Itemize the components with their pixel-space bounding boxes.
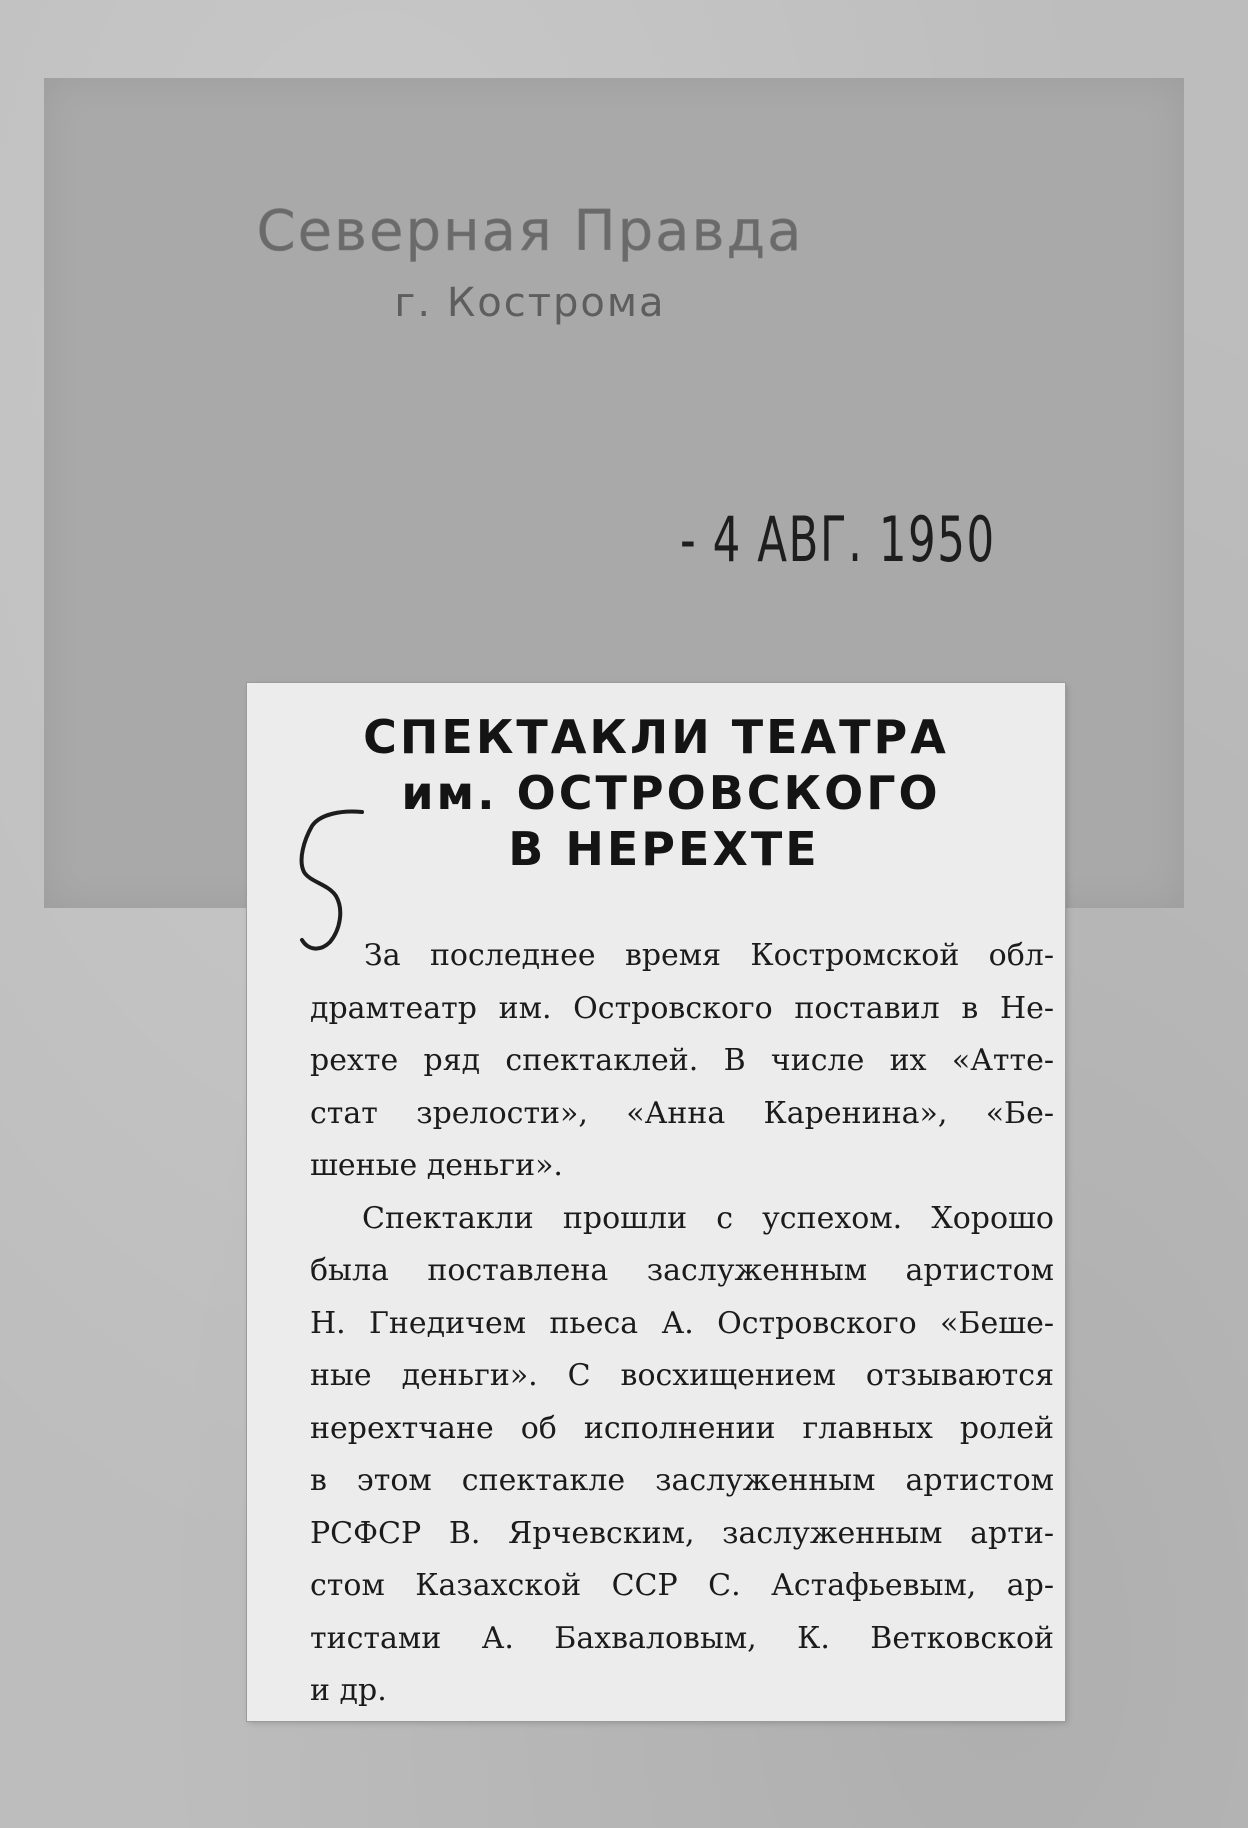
article-text-line: стом Казахской ССР С. Астафьевым, ар-: [310, 1568, 1054, 1603]
date-stamp: - 4 АВГ. 1950: [680, 503, 996, 576]
article-body: [310, 930, 1054, 1718]
article-text-line: драмтеатр им. Островского поставил в Не-: [310, 990, 1054, 1026]
headline-line: им. ОСТРОВСКОГО: [401, 766, 941, 820]
headline-line: СПЕКТАКЛИ ТЕАТРА: [363, 710, 949, 764]
article-text-line: рехте ряд спектаклей. В числе их «Атте-: [310, 1043, 1054, 1078]
newspaper-name: Северная Правда: [256, 199, 804, 264]
article-text-line: Спектакли прошли с успехом. Хорошо: [362, 1200, 1054, 1236]
article-text-line: стат зрелости», «Анна Каренина», «Бе-: [310, 1095, 1054, 1131]
article-text-line: нерехтчане об исполнении главных ролей: [310, 1410, 1054, 1446]
article-text-line: в этом спектакле заслуженным артистом: [310, 1463, 1054, 1498]
newspaper-stamp: [250, 200, 810, 328]
article-text-line: ные деньги». С восхищением отзываются: [310, 1358, 1054, 1393]
article-text-line: тистами А. Бахваловым, К. Ветковской: [310, 1620, 1054, 1656]
newspaper-city: г. Кострома: [394, 280, 666, 326]
article-text-line: была поставлена заслуженным артистом: [310, 1253, 1054, 1288]
headline-line: В НЕРЕХТЕ: [508, 822, 820, 876]
article-text-line: шеные деньги».: [310, 1148, 563, 1183]
article-text-line: и др.: [310, 1673, 387, 1708]
article-text-line: За последнее время Костромской обл-: [364, 938, 1054, 973]
article-text-line: Н. Гнедичем пьеса А. Островского «Беше-: [310, 1305, 1054, 1341]
article-text-line: РСФСР В. Ярчевским, заслуженным арти-: [310, 1515, 1054, 1551]
